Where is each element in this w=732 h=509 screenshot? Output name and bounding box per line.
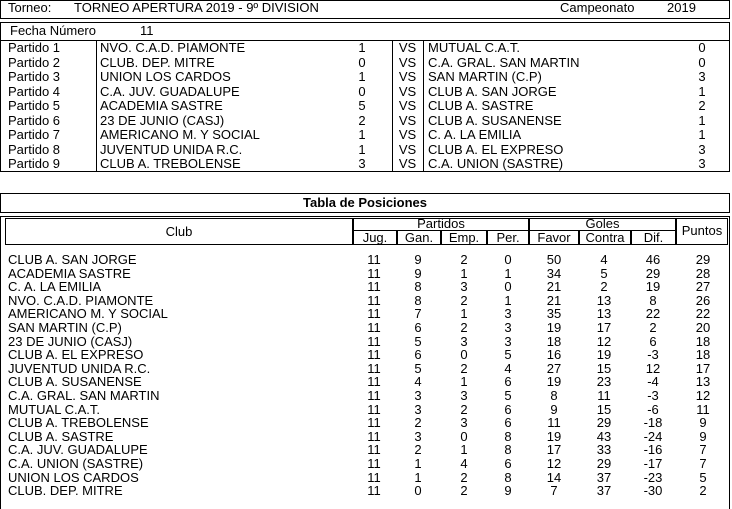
fixture-away-score: 0: [698, 40, 706, 55]
fixture-home-team: JUVENTUD UNIDA R.C.: [100, 141, 243, 157]
jugados: 11: [367, 347, 381, 363]
fixture-home-team: NVO. C.A.D. PIAMONTE: [100, 40, 246, 55]
ganados: 3: [414, 401, 422, 417]
goles-contra: 12: [596, 333, 612, 349]
fixture-label: Partido 9: [8, 156, 61, 171]
ganados: 7: [414, 306, 422, 322]
puntos: 17: [695, 360, 711, 376]
jugados: 11: [367, 483, 381, 499]
subheader-label: Dif.: [643, 230, 664, 245]
subheader-label: Per.: [496, 230, 520, 245]
puntos: 9: [699, 428, 707, 444]
perdidos: 1: [504, 292, 512, 308]
fixture-label: Partido 6: [8, 112, 61, 128]
fixture-label: Partido 2: [8, 54, 61, 70]
club-name: CLUB A. EL EXPRESO: [8, 347, 144, 363]
jugados: 11: [367, 360, 381, 376]
fixture-home-team: UNION LOS CARDOS: [100, 69, 231, 84]
fixture-away-team: CLUB A. SUSANENSE: [428, 112, 562, 128]
goles-favor: 50: [546, 252, 562, 267]
fixture-home-team: C.A. JUV. GUADALUPE: [100, 83, 240, 99]
puntos: 13: [695, 374, 711, 390]
empatados: 2: [460, 292, 468, 308]
puntos: 5: [699, 469, 707, 485]
goles-favor: 11: [547, 415, 561, 431]
ganados: 2: [414, 415, 422, 431]
goles-contra: 43: [596, 428, 612, 444]
goles-favor: 8: [550, 388, 558, 403]
goles-contra: 29: [596, 456, 612, 471]
goles-favor: 19: [546, 428, 562, 444]
jugados: 11: [367, 306, 381, 322]
jugados: 11: [367, 428, 381, 444]
goles-favor: 19: [546, 320, 562, 335]
fixture-home-score: 0: [358, 83, 366, 99]
goles-favor: 12: [546, 456, 562, 471]
puntos: 18: [695, 347, 711, 363]
club-name: CLUB A. SUSANENSE: [8, 374, 142, 390]
empatados: 2: [460, 483, 468, 499]
fixture-vs: VS: [398, 112, 417, 128]
ganados: 1: [414, 469, 422, 485]
club-name: C.A. GRAL. SAN MARTIN: [8, 388, 160, 403]
puntos: 9: [699, 415, 707, 431]
fixture-label: Partido 1: [8, 40, 61, 55]
goles-contra: 29: [596, 415, 612, 431]
goles-favor: 17: [546, 442, 562, 458]
fixture-vs: VS: [398, 69, 417, 84]
diferencia: 2: [649, 320, 657, 335]
club-name: C.A. UNION (SASTRE): [8, 456, 144, 471]
jugados: 11: [367, 279, 381, 295]
club-name: C. A. LA EMILIA: [8, 279, 102, 295]
goles-contra: 23: [596, 374, 612, 390]
perdidos: 5: [504, 347, 512, 363]
fixture-vs: VS: [398, 83, 417, 99]
fixtures-col-line-3: [423, 40, 424, 172]
standings-title: Tabla de Posiciones: [302, 195, 428, 210]
club-name: MUTUAL C.A.T.: [8, 401, 100, 417]
perdidos: 9: [504, 483, 512, 499]
fixture-away-team: C. A. LA EMILIA: [428, 127, 522, 142]
goles-favor: 19: [546, 374, 562, 390]
subheader-label: Contra: [585, 230, 625, 245]
goles-favor: 16: [546, 347, 562, 363]
goles-contra: 19: [596, 347, 612, 363]
puntos: 28: [695, 265, 711, 281]
torneo-name: TORNEO APERTURA 2019 - 9º DIVISION: [74, 0, 319, 15]
empatados: 3: [460, 415, 468, 431]
goles-contra: 17: [596, 320, 612, 335]
ganados: 1: [414, 456, 422, 471]
jugados: 11: [367, 469, 381, 485]
goles-contra: 13: [596, 306, 612, 322]
club-name: C.A. JUV. GUADALUPE: [8, 442, 148, 458]
ganados: 5: [414, 360, 422, 376]
campeonato-label: Campeonato: [560, 0, 635, 15]
puntos: 22: [695, 306, 711, 322]
jugados: 11: [367, 388, 381, 403]
perdidos: 8: [504, 469, 512, 485]
fixture-home-score: 0: [358, 54, 366, 70]
fixture-vs: VS: [398, 54, 417, 70]
fixture-vs: VS: [398, 127, 417, 142]
fixture-home-score: 3: [358, 156, 366, 171]
diferencia: 6: [649, 333, 657, 349]
diferencia: 19: [645, 279, 661, 295]
perdidos: 6: [504, 415, 512, 431]
ganados: 3: [414, 428, 422, 444]
goles-favor: 27: [546, 360, 562, 376]
fixture-label: Partido 3: [8, 69, 61, 84]
empatados: 3: [460, 279, 468, 295]
perdidos: 4: [504, 360, 512, 376]
subheader-label: Emp.: [448, 230, 480, 245]
fixture-home-score: 2: [358, 112, 366, 128]
fixture-away-team: SAN MARTIN (C.P): [428, 69, 542, 84]
ganados: 0: [414, 483, 422, 499]
fixture-home-team: CLUB A. TREBOLENSE: [100, 156, 241, 171]
fixture-away-score: 2: [698, 98, 706, 113]
fixture-home-score: 5: [358, 98, 366, 113]
fixture-vs: VS: [398, 98, 417, 113]
club-name: CLUB A. TREBOLENSE: [8, 415, 149, 431]
fixture-vs: VS: [398, 141, 417, 157]
diferencia: 22: [645, 306, 661, 322]
goles-contra: 4: [600, 252, 608, 267]
empatados: 1: [460, 374, 468, 390]
ganados: 6: [414, 347, 422, 363]
goles-header: Goles: [585, 216, 620, 231]
goles-contra: 2: [600, 279, 608, 295]
diferencia: 12: [645, 360, 661, 376]
jugados: 11: [367, 456, 381, 471]
club-name: JUVENTUD UNIDA R.C.: [8, 360, 151, 376]
fixture-away-score: 3: [698, 141, 706, 157]
jugados: 11: [367, 320, 381, 335]
perdidos: 5: [504, 388, 512, 403]
fixture-away-score: 1: [698, 83, 706, 99]
diferencia: -4: [647, 374, 659, 390]
puntos: 20: [695, 320, 711, 335]
club-name: CLUB A. SASTRE: [8, 428, 114, 444]
perdidos: 6: [504, 374, 512, 390]
perdidos: 3: [504, 333, 512, 349]
ganados: 8: [414, 292, 422, 308]
goles-contra: 37: [596, 483, 612, 499]
perdidos: 8: [504, 428, 512, 444]
empatados: 2: [460, 320, 468, 335]
jugados: 11: [367, 265, 381, 281]
goles-favor: 21: [546, 292, 562, 308]
fecha-label: Fecha Número: [10, 23, 96, 38]
goles-contra: 33: [596, 442, 612, 458]
diferencia: -23: [643, 469, 663, 485]
fixture-label: Partido 4: [8, 83, 61, 99]
goles-favor: 21: [546, 279, 562, 295]
puntos: 7: [699, 456, 707, 471]
puntos: 7: [699, 442, 707, 458]
empatados: 1: [460, 306, 468, 322]
fixture-home-team: CLUB. DEP. MITRE: [100, 54, 215, 70]
puntos: 27: [695, 279, 711, 295]
fixture-away-team: MUTUAL C.A.T.: [428, 40, 520, 55]
goles-favor: 18: [546, 333, 562, 349]
puntos-header: Puntos: [681, 223, 723, 238]
fixture-home-score: 1: [358, 141, 366, 157]
fixture-home-score: 1: [358, 69, 366, 84]
empatados: 3: [460, 388, 468, 403]
diferencia: -16: [643, 442, 663, 458]
club-name: SAN MARTIN (C.P): [8, 320, 122, 335]
puntos: 12: [695, 388, 711, 403]
fixture-away-team: C.A. GRAL. SAN MARTIN: [428, 54, 580, 70]
diferencia: -17: [643, 456, 663, 471]
subheader-label: Jug.: [362, 230, 388, 245]
puntos: 26: [695, 292, 711, 308]
diferencia: -3: [647, 347, 659, 363]
fixture-label: Partido 7: [8, 127, 61, 142]
goles-favor: 35: [546, 306, 562, 322]
empatados: 2: [460, 469, 468, 485]
goles-contra: 13: [596, 292, 612, 308]
jugados: 11: [367, 401, 381, 417]
perdidos: 1: [504, 265, 512, 281]
goles-contra: 15: [596, 360, 612, 376]
torneo-label: Torneo:: [8, 0, 52, 15]
perdidos: 8: [504, 442, 512, 458]
diferencia: -6: [647, 401, 659, 417]
fixture-label: Partido 5: [8, 98, 61, 113]
fixture-vs: VS: [398, 40, 417, 55]
empatados: 0: [460, 428, 468, 444]
fixture-away-score: 0: [698, 54, 706, 70]
fixture-vs: VS: [398, 156, 417, 171]
diferencia: -3: [647, 388, 659, 403]
perdidos: 3: [504, 320, 512, 335]
empatados: 1: [460, 265, 468, 281]
jugados: 11: [367, 292, 381, 308]
goles-favor: 7: [550, 483, 558, 499]
club-name: NVO. C.A.D. PIAMONTE: [8, 292, 154, 308]
empatados: 2: [460, 252, 468, 267]
jugados: 11: [367, 415, 381, 431]
empatados: 3: [460, 333, 468, 349]
fixture-away-team: CLUB A. SAN JORGE: [428, 83, 557, 99]
fixture-away-team: CLUB A. EL EXPRESO: [428, 141, 564, 157]
subheader-label: Favor: [537, 230, 571, 245]
campeonato-year: 2019: [667, 0, 696, 15]
subheader-label: Gan.: [404, 230, 434, 245]
ganados: 9: [414, 252, 422, 267]
fixture-home-score: 1: [358, 127, 366, 142]
fixture-away-team: C.A. UNION (SASTRE): [428, 156, 564, 171]
club-header: Club: [165, 224, 193, 239]
fixture-home-score: 1: [358, 40, 366, 55]
empatados: 1: [460, 442, 468, 458]
perdidos: 6: [504, 401, 512, 417]
goles-contra: 5: [600, 265, 608, 281]
diferencia: 29: [645, 265, 661, 281]
fixture-away-team: CLUB A. SASTRE: [428, 98, 534, 113]
perdidos: 3: [504, 306, 512, 322]
puntos: 29: [695, 252, 711, 267]
club-name: CLUB. DEP. MITRE: [8, 483, 123, 499]
puntos: 18: [695, 333, 711, 349]
perdidos: 6: [504, 456, 512, 471]
puntos: 2: [699, 483, 707, 499]
club-name: CLUB A. SAN JORGE: [8, 252, 137, 267]
fixture-away-score: 3: [698, 156, 706, 171]
jugados: 11: [367, 333, 381, 349]
empatados: 0: [460, 347, 468, 363]
goles-favor: 14: [546, 469, 562, 485]
ganados: 3: [414, 388, 422, 403]
diferencia: -18: [643, 415, 663, 431]
empatados: 2: [460, 401, 468, 417]
diferencia: 46: [645, 252, 661, 267]
partidos-header: Partidos: [417, 216, 465, 231]
fixture-home-team: AMERICANO M. Y SOCIAL: [100, 127, 260, 142]
fixtures-col-line-1: [96, 40, 97, 172]
fecha-value: 11: [140, 23, 154, 38]
empatados: 4: [460, 456, 468, 471]
puntos: 11: [696, 401, 710, 417]
fixture-away-score: 1: [698, 127, 706, 142]
jugados: 11: [367, 442, 381, 458]
fixture-home-team: 23 DE JUNIO (CASJ): [100, 112, 225, 128]
club-name: ACADEMIA SASTRE: [8, 265, 131, 281]
fixture-away-score: 1: [698, 112, 706, 128]
fixture-home-team: ACADEMIA SASTRE: [100, 98, 223, 113]
club-name: 23 DE JUNIO (CASJ): [8, 333, 133, 349]
ganados: 8: [414, 279, 422, 295]
perdidos: 0: [504, 252, 512, 267]
fixture-away-score: 3: [698, 69, 706, 84]
club-name: AMERICANO M. Y SOCIAL: [8, 306, 168, 322]
fixture-label: Partido 8: [8, 141, 61, 157]
goles-contra: 11: [597, 388, 611, 403]
empatados: 2: [460, 360, 468, 376]
ganados: 5: [414, 333, 422, 349]
goles-contra: 15: [596, 401, 612, 417]
ganados: 6: [414, 320, 422, 335]
jugados: 11: [367, 252, 381, 267]
perdidos: 0: [504, 279, 512, 295]
goles-favor: 34: [546, 265, 562, 281]
ganados: 4: [414, 374, 422, 390]
diferencia: 8: [649, 292, 657, 308]
diferencia: -30: [643, 483, 663, 499]
diferencia: -24: [643, 428, 663, 444]
jugados: 11: [367, 374, 381, 390]
ganados: 2: [414, 442, 422, 458]
goles-favor: 9: [550, 401, 558, 417]
club-name: UNION LOS CARDOS: [8, 469, 139, 485]
goles-contra: 37: [596, 469, 612, 485]
ganados: 9: [414, 265, 422, 281]
